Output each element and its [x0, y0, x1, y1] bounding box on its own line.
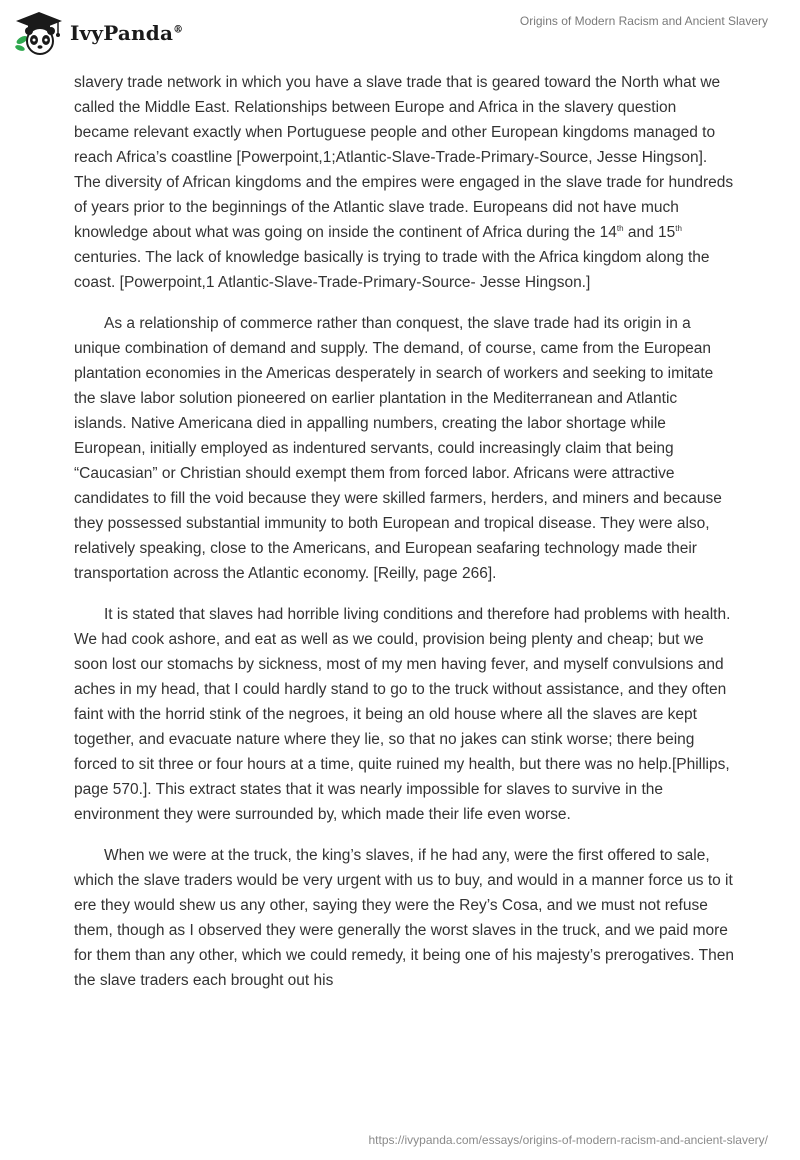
paragraph-4: When we were at the truck, the king’s slaves, if he had any, were the first offered to sale, which the slave traders would be very urgent with us to buy, and would in a manner force us to it ere they would shew us any other, saying they were the Rey’s Cosa, and we must not refuse them, though as I observed they were generally the worst slaves in the truck, and we paid more for them than any other, which we could remedy, it being one of his majesty’s prerogatives. Then the slave traders each brought out his [74, 847, 734, 989]
paragraph-2: As a relationship of commerce rather than conquest, the slave trade had its origin in a unique combination of demand and supply. The demand, of course, came from the European plantation economies in the Americas desperately in search of workers and seeking to imitate the slave labor solution pioneered on earlier plantation in the Mediterranean and Atlantic islands. Native Americana died in appalling numbers, creating the labor shortage while European, initially employed as indentured servants, could increasingly claim that being “Caucasian” or Christian should exempt them from forced labor. Africans were attractive candidates to fill the void because they were skilled farmers, herders, and miners and because they possessed substantial immunity to both European and tropical disease. They were also, relatively speaking, close to the Americans, and European seafaring technology made their transportation across the Atlantic economy. [Reilly, page 266]. [74, 315, 722, 582]
ivypanda-logo[interactable] [14, 10, 183, 56]
brand-name [70, 21, 183, 45]
paragraph-1-part-c: centuries. The lack of knowledge basically is trying to trade with the Africa kingdom along the coast. [Powerpoint,1 Atlantic-Slave-Trade-Primary-Source- Jesse Hingson.] [74, 249, 710, 291]
registered-mark: ® [173, 24, 184, 36]
brand-text: IvyPanda [70, 21, 174, 45]
paragraph-3: It is stated that slaves had horrible living conditions and therefore had problems with health. We had cook ashore, and eat as well as we could, provision being plenty and cheap; but we soon lost our stomachs by sickness, most of my men having fever, and myself convulsions and aches in my head, that I could hardly stand to go to the truck without assistance, and they often faint with the horrid stink of the negroes, it being an old house where all the slaves are kept together, and evacuate nature where they lie, so that no jakes can stink worse; there being forced to sit three or four hours at a time, quite ruined my health, but there was no help.[Phillips, page 570.]. This extract states that it was nearly impossible for slaves to survive in the environment they were surrounded by, which made their life even worse. [74, 606, 731, 823]
panda-graduation-cap-icon [14, 10, 64, 56]
superscript-th-2: th [675, 223, 682, 233]
source-url[interactable]: https://ivypanda.com/essays/origins-of-modern-racism-and-ancient-slavery/ [368, 1133, 768, 1147]
paragraph-1-part-b: and 15 [623, 224, 676, 241]
essay-body [74, 70, 734, 993]
paragraph-1-part-a: slavery trade network in which you have a slave trade that is geared toward the North what we called the Middle East. Relationships between Europe and Africa in the slavery question became relevant exactly when Portuguese people and other European kingdoms managed to reach Africa’s coastline [Powerpoint,1;Atlantic-Slave-Trade-Primary-Source, Jesse Hingson]. The diversity of African kingdoms and the empires were engaged in the slave trade for hundreds of years prior to the beginnings of the Atlantic slave trade. Europeans did not have much knowledge about what was going on inside the continent of Africa during the 14 [74, 74, 734, 241]
paragraph-1 [74, 70, 734, 295]
document-title: Origins of Modern Racism and Ancient Slavery [519, 14, 768, 28]
superscript-th-1: th [616, 223, 624, 233]
page-header [0, 0, 800, 70]
